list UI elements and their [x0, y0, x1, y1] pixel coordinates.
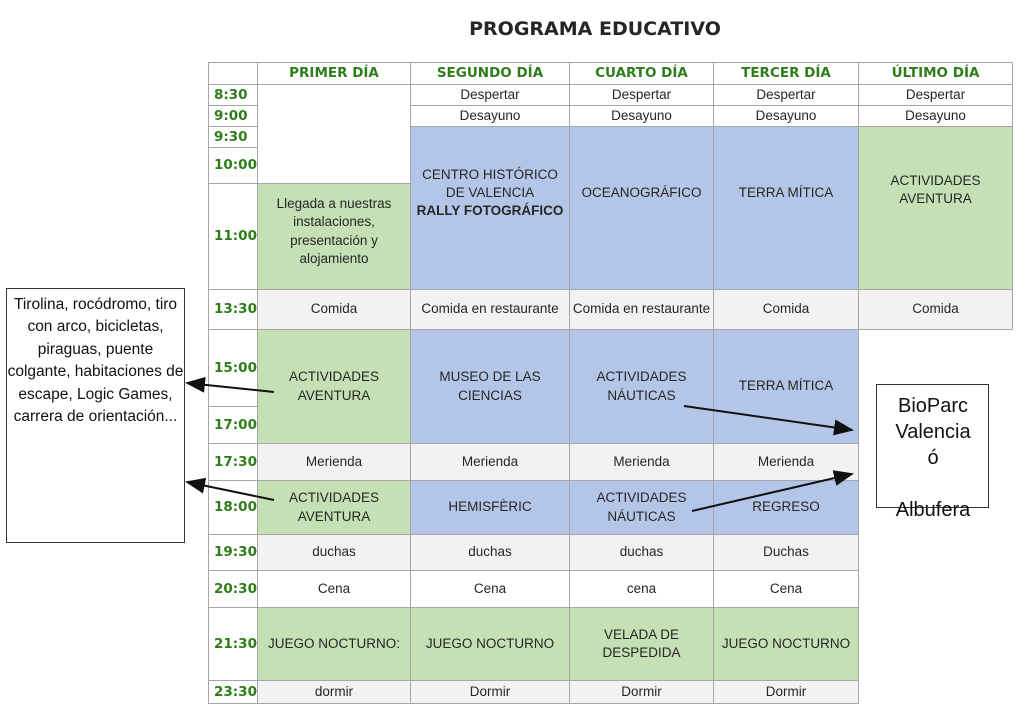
cell-label: HEMISFÈRIC	[448, 499, 532, 515]
cell-label: Dormir	[621, 683, 662, 699]
cell-label: CENTRO HISTÓRICO DE VALENCIA	[422, 166, 558, 200]
cell-label: JUEGO NOCTURNO	[721, 635, 851, 651]
cell-label: Duchas	[763, 544, 809, 560]
cell-label: ACTIVIDADES AVENTURA	[288, 369, 380, 403]
time-label: 15:00	[208, 329, 258, 407]
cell-label: Merienda	[461, 453, 519, 469]
arrow-nauticas-18	[692, 474, 852, 511]
cell-label: Comida en restaurante	[572, 301, 711, 317]
day-header: TERCER DÍA	[713, 62, 859, 85]
time-label: 9:00	[208, 105, 258, 127]
cell-label: Despertar	[756, 86, 816, 102]
time-label: 19:30	[208, 534, 258, 571]
day-header: PRIMER DÍA	[257, 62, 411, 85]
cell-label: Cena	[317, 580, 351, 596]
cell-label: Llegada a nuestras instalaciones, presentación y alojamiento	[276, 196, 392, 266]
cell-label: REGRESO	[752, 499, 820, 515]
arrow-aventura-15	[187, 383, 274, 392]
time-label: 23:30	[208, 680, 258, 704]
time-label: 9:30	[208, 126, 258, 148]
cell-label: Despertar	[905, 86, 966, 102]
cell-label: Desayuno	[611, 107, 672, 123]
cell-label: TERRA MÍTICA	[738, 378, 834, 394]
cell-label: dormir	[314, 683, 354, 699]
day-header: ÚLTIMO DÍA	[858, 62, 1013, 85]
cell-label: Comida	[912, 301, 959, 317]
excursion-note-text: BioParc Valencia ó Albufera	[895, 395, 971, 521]
cell-label: Despertar	[611, 86, 672, 102]
page-title: PROGRAMA EDUCATIVO	[469, 18, 721, 40]
time-label: 18:00	[208, 480, 258, 535]
cell-label: ACTIVIDADES AVENTURA	[890, 172, 981, 206]
cell-label: OCEANOGRÁFICO	[581, 184, 702, 200]
day-header: SEGUNDO DÍA	[410, 62, 570, 85]
cell-label: Dormir	[765, 683, 807, 699]
cell-label: ACTIVIDADES NÁUTICAS	[596, 490, 687, 524]
cell-label: Merienda	[305, 453, 363, 469]
time-label: 17:00	[208, 406, 258, 444]
cell-label: duchas	[468, 544, 512, 560]
cell-label: Cena	[473, 580, 507, 596]
cell-label: Desayuno	[755, 107, 817, 123]
cell-label: Merienda	[613, 453, 670, 469]
time-label: 13:30	[208, 289, 258, 330]
cell-label: Merienda	[757, 453, 815, 469]
cell-label: Comida en restaurante	[421, 301, 559, 317]
arrow-aventura-18	[187, 482, 274, 500]
cell-label: JUEGO NOCTURNO:	[267, 635, 400, 651]
cell-label: JUEGO NOCTURNO	[425, 635, 555, 651]
cell-label: Dormir	[469, 683, 511, 699]
cell-label: Despertar	[460, 86, 520, 102]
cell-label-bold: RALLY FOTOGRÁFICO	[416, 203, 564, 219]
cell-label: ACTIVIDADES NÁUTICAS	[596, 369, 687, 403]
cell-label: Cena	[769, 580, 803, 596]
day-header: CUARTO DÍA	[569, 62, 714, 85]
time-label: 10:00	[208, 147, 258, 184]
time-label: 17:30	[208, 443, 258, 481]
cell-label: VELADA DE DESPEDIDA	[602, 626, 681, 660]
activities-note-box: Tirolina, rocódromo, tiro con arco, bicicletas, piraguas, puente colgante, habitaciones de escape, Logic Games, carrera de orientación...	[6, 288, 185, 543]
time-label: 8:30	[208, 84, 258, 106]
cell-label: duchas	[619, 544, 664, 560]
time-label: 20:30	[208, 570, 258, 608]
cell-label: ACTIVIDADES AVENTURA	[288, 490, 380, 524]
arrow-nauticas-15	[684, 406, 852, 430]
time-label: 11:00	[208, 183, 258, 290]
cell-label: cena	[626, 580, 657, 596]
cell-label: Desayuno	[459, 107, 521, 123]
cell-label: duchas	[312, 544, 356, 560]
cell-label: Comida	[762, 301, 810, 317]
cell-label: MUSEO DE LAS CIENCIAS	[439, 369, 541, 403]
cell-label: TERRA MÍTICA	[738, 184, 834, 200]
time-label: 21:30	[208, 607, 258, 681]
cell-label: Comida	[310, 301, 358, 317]
cell-label: Desayuno	[905, 107, 966, 123]
